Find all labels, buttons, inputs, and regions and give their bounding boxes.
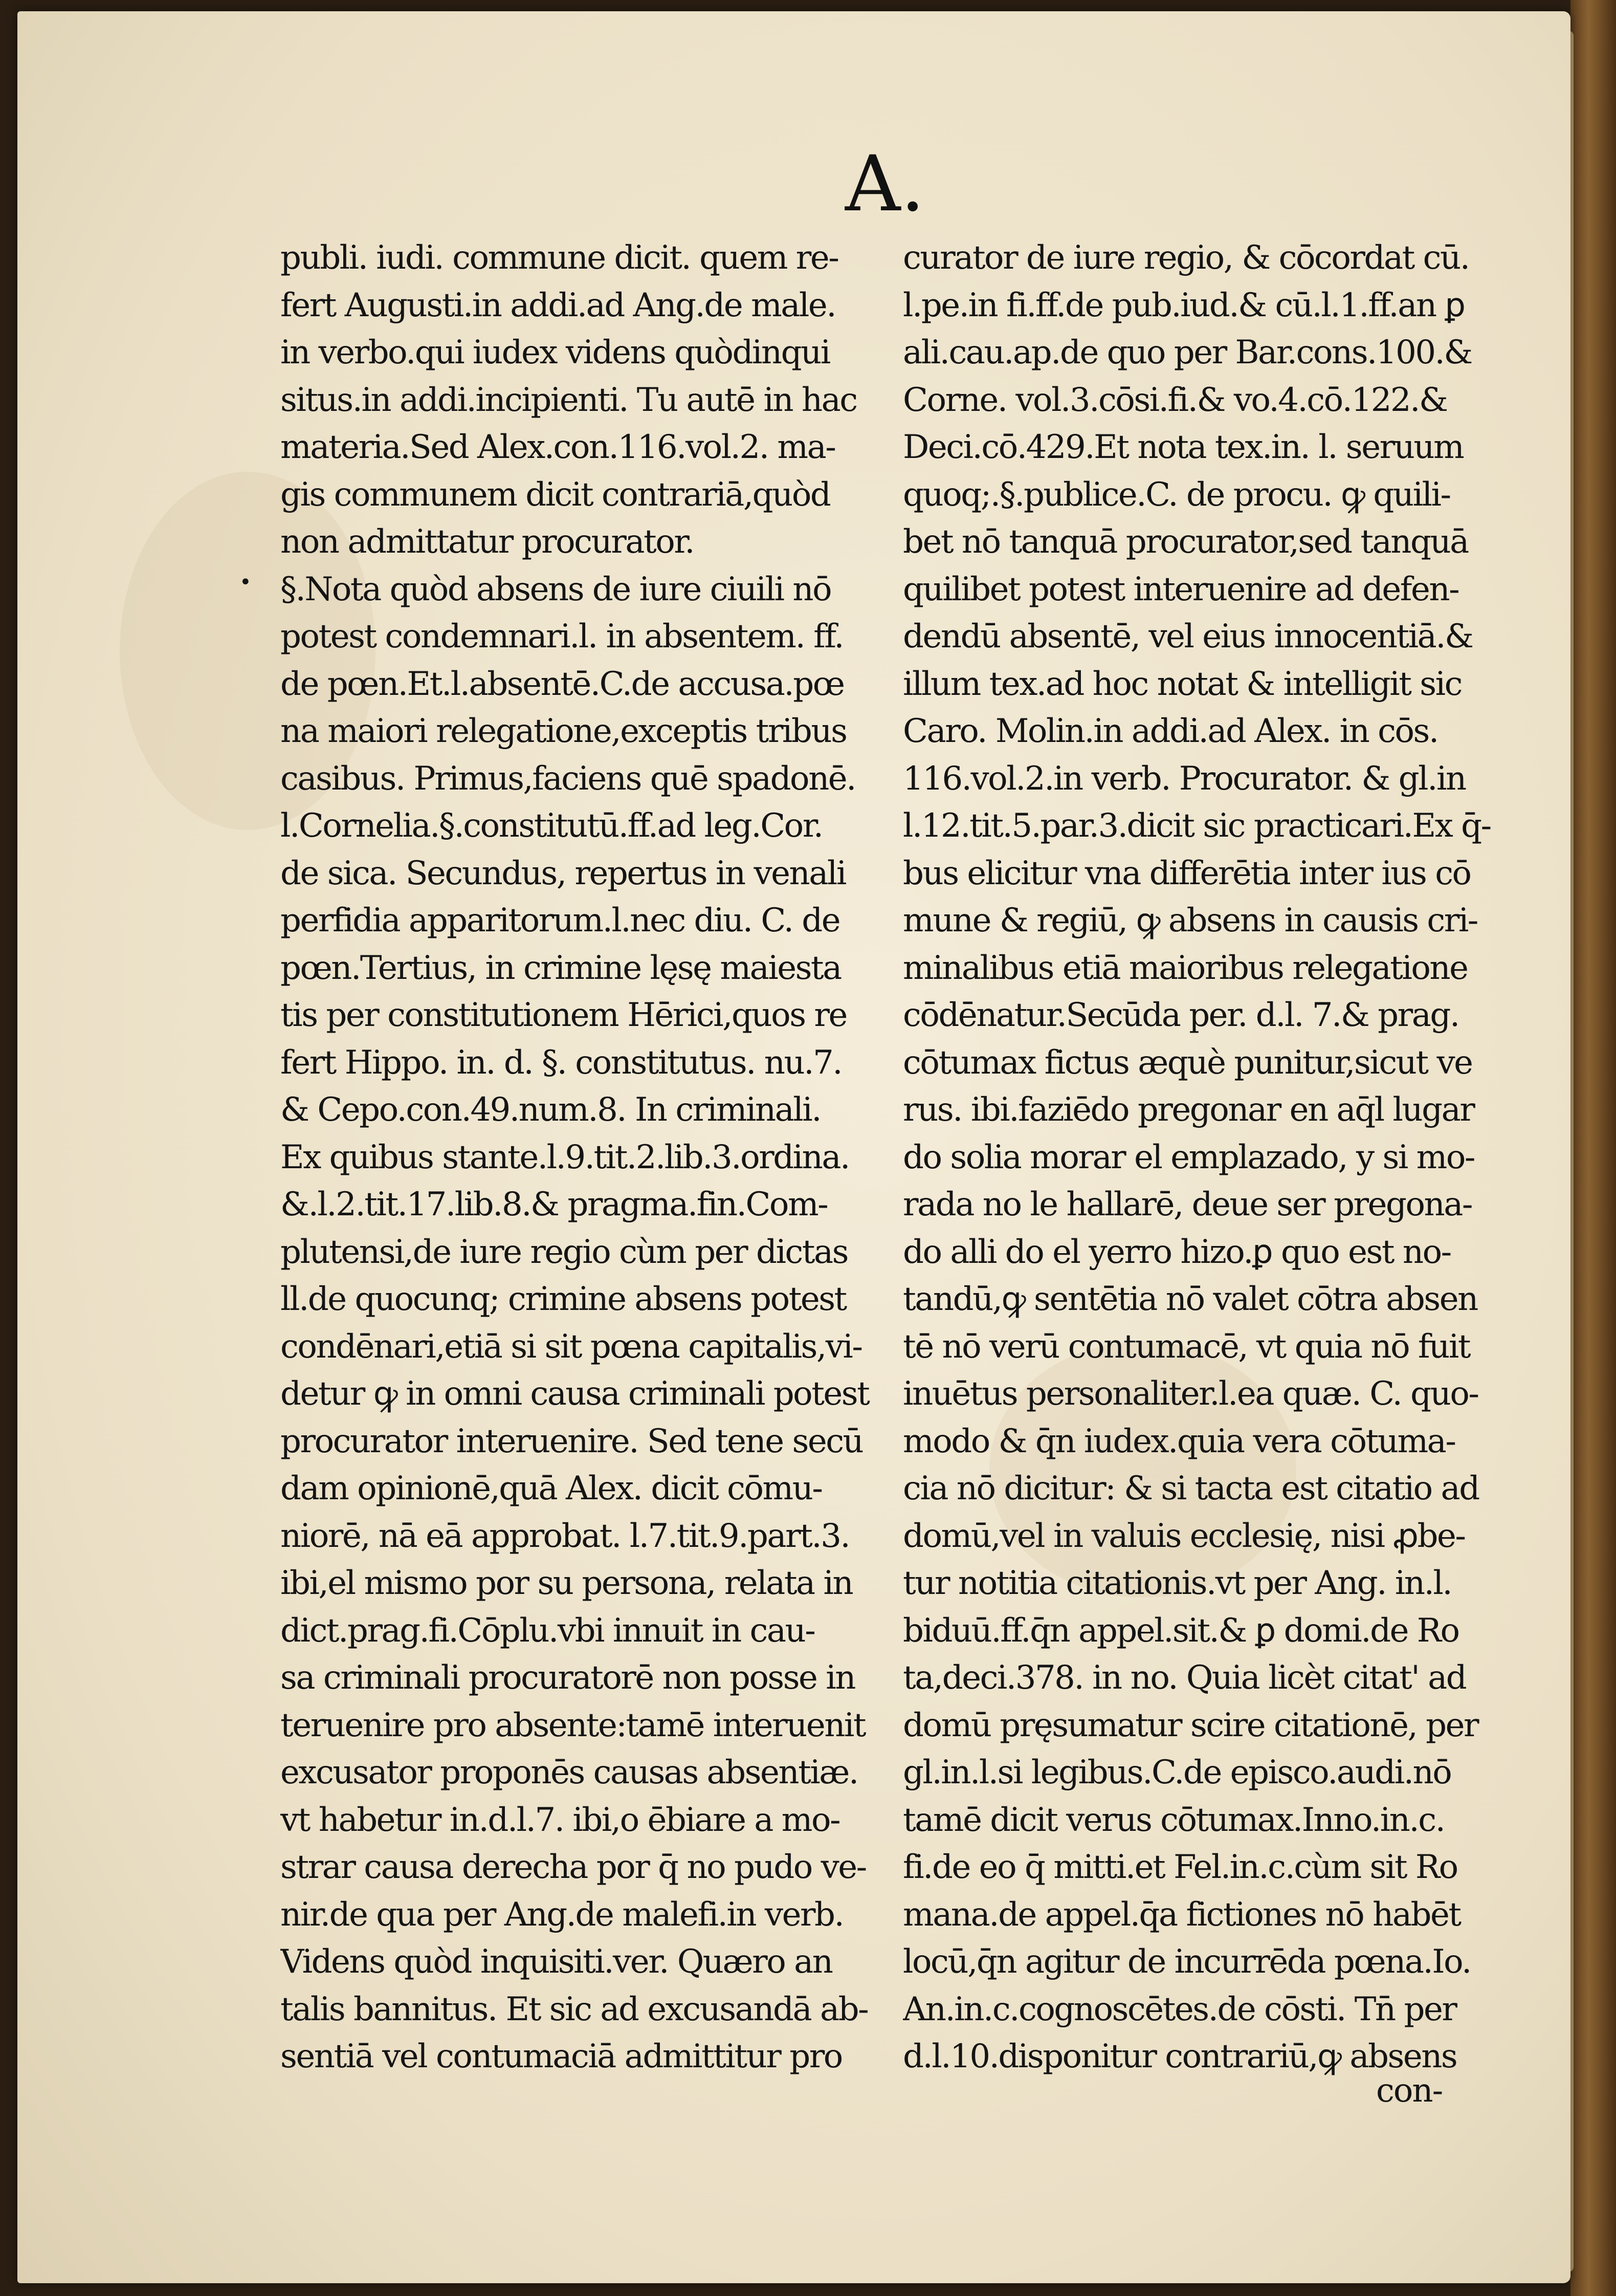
text-line: tamē dicit verus cōtumax.Inno.in.c.	[903, 1801, 1445, 1839]
text-line: in verbo.qui iudex videns quòdinqui	[280, 334, 830, 371]
text-line: fert Augusti.in addi.ad Ang.de male.	[280, 286, 836, 324]
text-line: ta,deci.378. in no. Quia licèt citat' ad	[903, 1659, 1466, 1697]
text-line: potest condemnari.l. in absentem. ff.	[280, 618, 844, 655]
left-text-column	[280, 234, 874, 2081]
text-line: An.in.c.cognoscētes.de cōsti. Tn̄ per	[903, 1990, 1456, 2028]
text-line: procurator interuenire. Sed tene secū	[280, 1422, 863, 1460]
text-line: de pœn.Et.l.absentē.C.de accusa.pœ	[280, 665, 844, 703]
text-line: talis bannitus. Et sic ad excusandā ab-	[280, 1990, 868, 2028]
text-line: minalibus etiā maioribus relegatione	[903, 949, 1468, 987]
text-line: sentiā vel contumaciā admittitur pro	[280, 2038, 842, 2075]
text-line: condēnari,etiā si sit pœna capitalis,vi-	[280, 1327, 862, 1366]
text-line: mana.de appel.q̄a fictiones nō habēt	[903, 1895, 1460, 1934]
text-line: do alli do el yerro hizo.ꝑ quo est no-	[903, 1233, 1451, 1271]
text-line: niorē, nā eā approbat. l.7.tit.9.part.3.	[280, 1517, 850, 1555]
text-line: domū,vel in valuis ecclesię, nisi ꝓbe-	[903, 1517, 1465, 1555]
text-line: non admittatur procurator.	[280, 523, 694, 561]
text-line: situs.in addi.incipienti. Tu autē in hac	[280, 381, 857, 419]
text-line: d.l.10.disponitur contrariū,ꝙ absens	[903, 2038, 1457, 2075]
text-line: locū,q̄n agitur de incurrēda pœna.Io.	[903, 1943, 1471, 1981]
text-line: Deci.cō.429.Et nota tex.in. l. seruum	[903, 428, 1464, 466]
text-line: dict.prag.fi.Cōplu.vbi innuit in cau-	[280, 1611, 815, 1650]
text-line: Ex quibus stante.l.9.tit.2.lib.3.ordina.	[280, 1138, 849, 1176]
text-line: ibi,el mismo por su persona, relata in	[280, 1564, 853, 1602]
text-line: fert Hippo. in. d. §. constitutus. nu.7.	[280, 1043, 842, 1082]
text-line: tē nō verū contumacē, vt quia nō fuit	[903, 1327, 1470, 1366]
text-line: na maiori relegatione,exceptis tribus	[280, 712, 847, 750]
text-line: fi.de eo q̄ mitti.et Fel.in.c.cùm sit Ro	[903, 1848, 1457, 1886]
text-line: quilibet potest interuenire ad defen-	[903, 570, 1459, 608]
text-line: cōtumax fictus æquè punitur,sicut ve	[903, 1043, 1472, 1082]
text-line: domū pręsumatur scire citationē, per	[903, 1706, 1478, 1744]
book-binding	[1570, 0, 1616, 2296]
text-line: curator de iure regio, & cōcordat cū.	[903, 239, 1469, 277]
text-line: ll.de quocunq; crimine absens potest	[280, 1280, 846, 1318]
text-line: casibus. Primus,faciens quē spadonē.	[280, 759, 855, 798]
text-line: bus elicitur vna differētia inter ius cō	[903, 854, 1471, 892]
catchword: con-	[1376, 2072, 1443, 2110]
signature-mark: A.	[845, 140, 925, 229]
text-line: & Cepo.con.49.num.8. In criminali.	[280, 1091, 821, 1129]
text-line: de sica. Secundus, repertus in venali	[280, 854, 846, 892]
text-line: tis per constitutionem Hērici,quos re	[280, 996, 847, 1034]
text-line: 116.vol.2.in verb. Procurator. & gl.in	[903, 759, 1466, 798]
text-line: Corne. vol.3.cōsi.fi.& vo.4.cō.122.&	[903, 381, 1447, 419]
text-line: plutensi,de iure regio cùm per dictas	[280, 1233, 848, 1271]
text-line: excusator proponēs causas absentiæ.	[280, 1754, 858, 1791]
text-line: dendū absentē, vel eius innocentiā.&	[903, 618, 1473, 655]
text-line: biduū.ff.q̄n appel.sit.& ꝑ domi.de Ro	[903, 1611, 1459, 1650]
text-line: vt habetur in.d.l.7. ibi,o ēbiare a mo-	[280, 1801, 840, 1839]
text-line: ali.cau.ap.de quo per Bar.cons.100.&	[903, 334, 1472, 371]
text-line: l.pe.in fi.ff.de pub.iud.& cū.l.1.ff.an ꝑ	[903, 286, 1465, 324]
text-line: dam opinionē,quā Alex. dicit cōmu-	[280, 1470, 822, 1507]
text-line: publi. iudi. commune dicit. quem re-	[280, 239, 838, 277]
text-line: §.Nota quòd absens de iure ciuili nō	[280, 570, 831, 608]
text-line: l.Cornelia.§.constitutū.ff.ad leg.Cor.	[280, 807, 823, 845]
text-line: rada no le hallarē, deue ser pregona-	[903, 1186, 1472, 1223]
text-line: cōdēnatur.Secūda per. d.l. 7.& prag.	[903, 996, 1459, 1034]
text-line: tandū,ꝙ sentētia nō valet cōtra absen	[903, 1280, 1477, 1318]
text-line: modo & q̄n iudex.quia vera cōtuma-	[903, 1422, 1455, 1460]
text-line: mune & regiū, ꝙ absens in causis cri-	[903, 902, 1477, 939]
text-line: cia nō dicitur: & si tacta est citatio ad	[903, 1470, 1479, 1507]
text-line: Caro. Molin.in addi.ad Alex. in cōs.	[903, 712, 1438, 750]
text-line: teruenire pro absente:tamē interuenit	[280, 1706, 866, 1744]
text-line: detur ꝙ in omni causa criminali potest	[280, 1375, 869, 1413]
text-line: do solia morar el emplazado, y si mo-	[903, 1138, 1474, 1176]
text-line: rus. ibi.faziēdo pregonar en aq̄l lugar	[903, 1091, 1474, 1129]
text-line: perfidia apparitorum.l.nec diu. C. de	[280, 902, 840, 939]
text-line: &.l.2.tit.17.lib.8.& pragma.fin.Com-	[280, 1186, 828, 1223]
text-line: Videns quòd inquisiti.ver. Quæro an	[280, 1943, 832, 1981]
text-line: l.12.tit.5.par.3.dicit sic practicari.Ex q̄-	[903, 807, 1491, 845]
text-line: strar causa derecha por q̄ no pudo ve-	[280, 1848, 866, 1886]
margin-marker: •	[239, 571, 252, 594]
text-line: pœn.Tertius, in crimine lęsę maiesta	[280, 949, 841, 987]
text-line: nir.de qua per Ang.de malefi.in verb.	[280, 1895, 844, 1934]
text-line: bet nō tanquā procurator,sed tanquā	[903, 523, 1468, 561]
text-line: sa criminali procuratorē non posse in	[280, 1659, 855, 1697]
text-line: tur notitia citationis.vt per Ang. in.l.	[903, 1564, 1452, 1602]
text-line: materia.Sed Alex.con.116.vol.2. ma-	[280, 428, 835, 466]
text-line: quoq;.§.publice.C. de procu. ꝙ quili-	[903, 475, 1450, 514]
text-line: inuētus personaliter.l.ea quæ. C. quo-	[903, 1375, 1478, 1413]
text-line: gl.in.l.si legibus.C.de episco.audi.nō	[903, 1754, 1451, 1791]
right-text-column	[903, 234, 1496, 2081]
text-line: gis communem dicit contrariā,quòd	[280, 475, 830, 514]
text-line: illum tex.ad hoc notat & intelligit sic	[903, 665, 1462, 703]
